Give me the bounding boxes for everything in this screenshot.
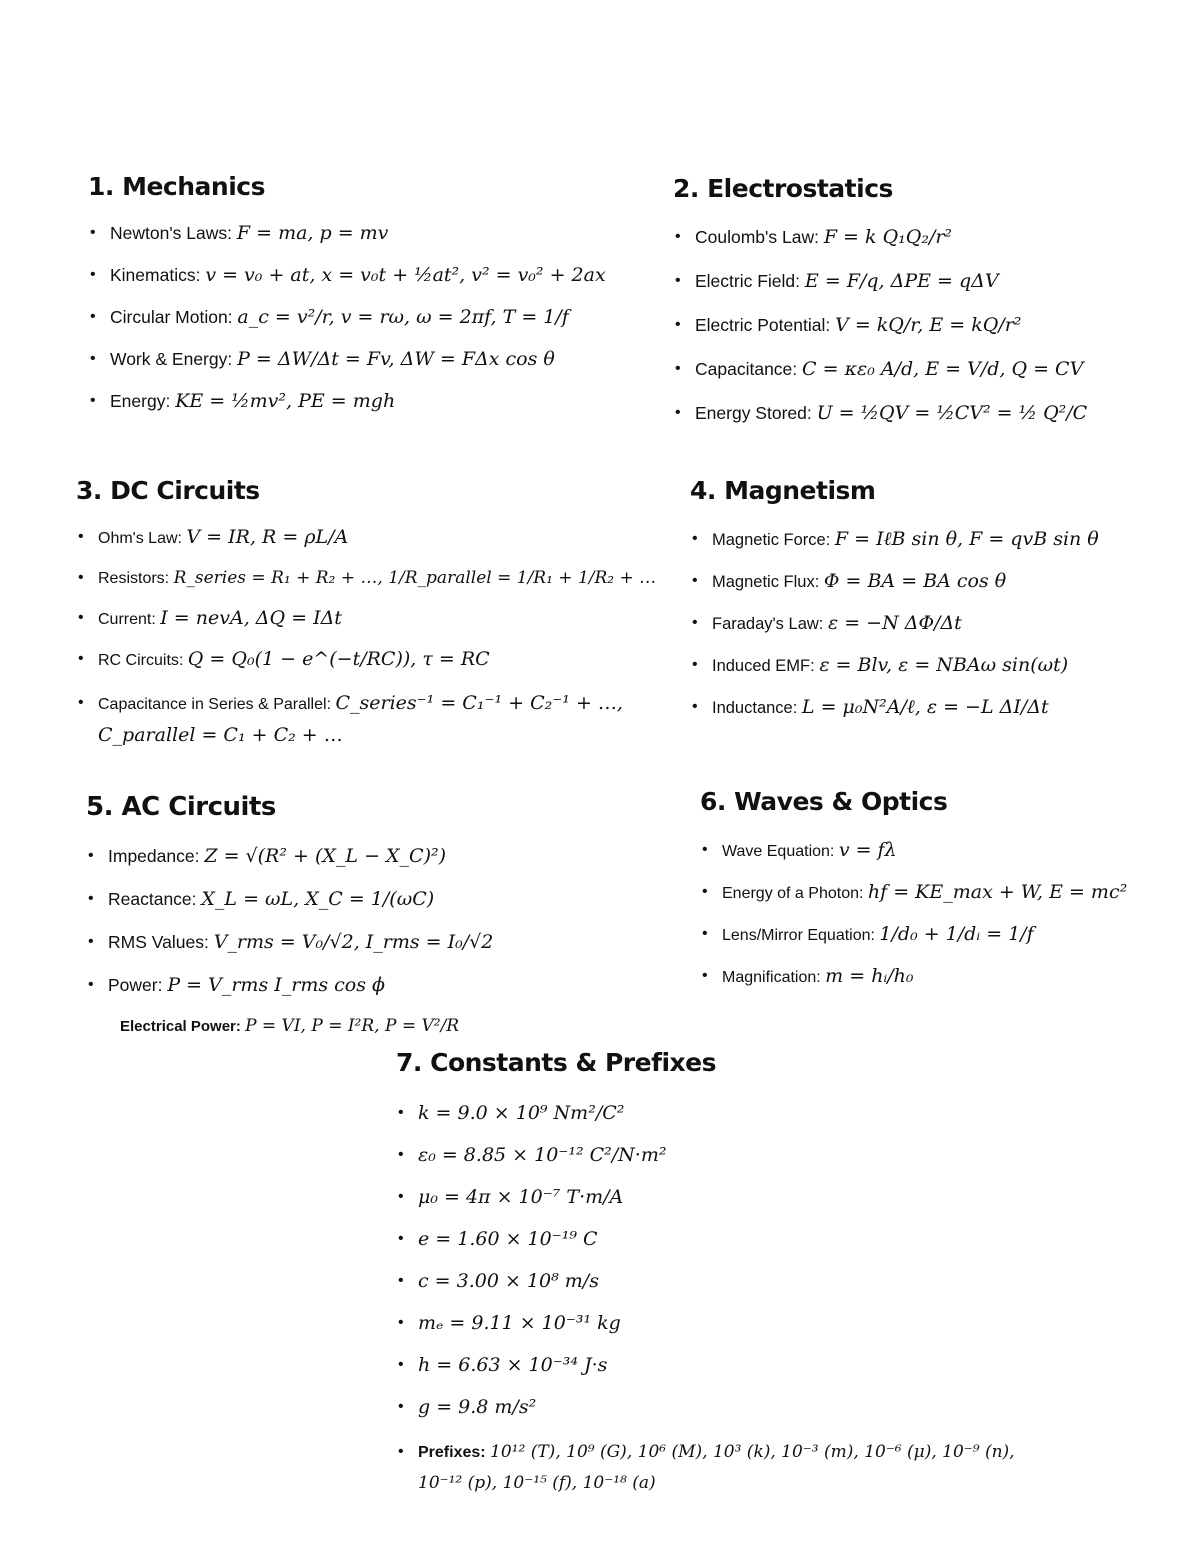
formula: hf = KE_max + W, E = mc² (867, 881, 1128, 903)
formula: mₑ = 9.11 × 10⁻³¹ kg (418, 1312, 621, 1334)
formula-label: Impedance: (108, 846, 200, 866)
section-constants-prefixes (396, 1048, 1036, 1499)
formula-item (690, 695, 1185, 720)
formula-label: Energy Stored: (695, 403, 812, 423)
section-magnetism (690, 476, 1185, 720)
formula-item (690, 569, 1185, 594)
formula-label: Energy of a Photon: (722, 885, 864, 902)
formula-label: Faraday's Law: (712, 615, 824, 633)
section-title: 3. DC Circuits (76, 476, 260, 505)
formula: ε = Blv, ε = NBAω sin(ωt) (819, 654, 1069, 676)
formula-label: RC Circuits: (98, 652, 184, 669)
section-title: 4. Magnetism (690, 476, 876, 505)
constant-item (396, 1185, 1036, 1211)
formula-item (86, 930, 686, 954)
formula: k = 9.0 × 10⁹ Nm²/C² (418, 1102, 625, 1124)
formula-item (76, 525, 681, 551)
formula: c = 3.00 × 10⁸ m/s (418, 1270, 599, 1292)
formula-list (88, 221, 658, 413)
formula: a_c = v²/r, v = rω, ω = 2πf, T = 1/f (237, 306, 569, 328)
formula-label: Magnification: (722, 969, 821, 986)
formula-label: Magnetic Force: (712, 531, 831, 549)
formula: v = fλ (838, 839, 897, 861)
formula: E = F/q, ΔPE = qΔV (804, 270, 999, 292)
formula: P = ΔW/Δt = Fv, ΔW = FΔx cos θ (237, 348, 555, 370)
formula-label: Power: (108, 975, 163, 995)
formula-label: Magnetic Flux: (712, 573, 820, 591)
formula-item (88, 347, 658, 371)
formula-item (700, 922, 1190, 948)
formula-item (700, 964, 1190, 990)
formula-item (673, 357, 1183, 381)
formula-item (690, 653, 1185, 678)
note-label: Electrical Power: (120, 1018, 241, 1035)
section-mechanics (88, 172, 658, 413)
formula-label: Resistors: (98, 570, 170, 587)
formula: Φ = BA = BA cos θ (823, 570, 1007, 592)
formula-label: Induced EMF: (712, 657, 815, 675)
formula-item (76, 647, 681, 673)
formula: R_series = R₁ + R₂ + …, 1/R_parallel = 1/R₁ + 1/R₂ + … (173, 568, 657, 588)
constant-item (396, 1269, 1036, 1295)
formula-label: Circular Motion: (110, 307, 233, 327)
formula: C_series⁻¹ = C₁⁻¹ + C₂⁻¹ + …, C_parallel = C₁ + C₂ + … (98, 692, 623, 746)
formula-item (86, 973, 686, 997)
formula: P = V_rms I_rms cos ϕ (167, 974, 385, 996)
formula-item (86, 887, 686, 911)
formula-item (76, 566, 681, 591)
formula-item (690, 611, 1185, 636)
formula: v = v₀ + at, x = v₀t + ½at², v² = v₀² + 2ax (205, 264, 606, 286)
formula-label: Kinematics: (110, 265, 201, 285)
formula-list (76, 525, 681, 752)
formula-item (88, 221, 658, 245)
formula-label: Electric Field: (695, 271, 801, 291)
formula-label: Capacitance in Series & Parallel: (98, 696, 332, 713)
formula-list (673, 225, 1183, 425)
section-dc-circuits (76, 476, 681, 752)
section-title: 5. AC Circuits (86, 792, 276, 822)
formula: V = IR, R = ρL/A (186, 526, 349, 548)
formula-item (88, 389, 658, 413)
formula-label: Current: (98, 611, 156, 628)
constant-item (396, 1143, 1036, 1169)
section-title: 7. Constants & Prefixes (396, 1048, 716, 1077)
formula-label: Work & Energy: (110, 349, 233, 369)
formula-list (700, 838, 1190, 990)
formula: I = nevA, ΔQ = IΔt (160, 607, 342, 629)
formula-item (673, 225, 1183, 249)
formula-item (673, 313, 1183, 337)
constant-item (396, 1395, 1036, 1421)
formula: 1/d₀ + 1/dᵢ = 1/f (879, 923, 1034, 945)
formula-list (690, 527, 1185, 720)
formula: V = kQ/r, E = kQ/r² (835, 314, 1022, 336)
formula-item (86, 844, 686, 868)
formula: Q = Q₀(1 − e^(−t/RC)), τ = RC (187, 648, 490, 670)
formula-label: Reactance: (108, 889, 197, 909)
formula: F = k Q₁Q₂/r² (823, 226, 953, 248)
formula: ε₀ = 8.85 × 10⁻¹² C²/N·m² (418, 1144, 667, 1166)
formula: μ₀ = 4π × 10⁻⁷ T·m/A (418, 1186, 624, 1208)
formula-label: Coulomb's Law: (695, 227, 819, 247)
note-formula: P = VI, P = I²R, P = V²/R (245, 1016, 460, 1036)
constant-item (396, 1101, 1036, 1127)
formula-list (86, 844, 686, 997)
formula-label: RMS Values: (108, 932, 209, 952)
formula: h = 6.63 × 10⁻³⁴ J·s (418, 1354, 608, 1376)
formula: X_L = ωL, X_C = 1/(ωC) (201, 888, 435, 910)
formula-label: Ohm's Law: (98, 530, 182, 547)
formula-item (700, 838, 1190, 864)
formula-item (88, 305, 658, 329)
formula-label: Electric Potential: (695, 315, 831, 335)
electrical-power-note (120, 1016, 640, 1036)
formula-item (673, 269, 1183, 293)
formula: C = κε₀ A/d, E = V/d, Q = CV (802, 358, 1084, 380)
formula: Z = √(R² + (X_L − X_C)²) (204, 845, 447, 867)
formula-item (88, 263, 658, 287)
formula-item (76, 606, 681, 632)
section-title: 1. Mechanics (88, 172, 265, 201)
formula-item (700, 880, 1190, 906)
formula-label: Energy: (110, 391, 171, 411)
prefixes-item (396, 1437, 1036, 1499)
formula-label: Capacitance: (695, 359, 798, 379)
formula-item (673, 401, 1183, 425)
formula-label: Wave Equation: (722, 843, 835, 860)
section-electrostatics (673, 174, 1183, 425)
formula: V_rms = V₀/√2, I_rms = I₀/√2 (213, 931, 494, 953)
section-waves-optics (700, 787, 1190, 990)
constant-item (396, 1353, 1036, 1379)
formula: e = 1.60 × 10⁻¹⁹ C (418, 1228, 598, 1250)
formula-label: Prefixes: (418, 1444, 486, 1461)
section-title: 2. Electrostatics (673, 174, 893, 203)
section-ac-circuits (86, 792, 686, 997)
formula-label: Lens/Mirror Equation: (722, 927, 875, 944)
formula-label: Newton's Laws: (110, 223, 233, 243)
formula: F = ma, p = mv (236, 222, 389, 244)
formula: g = 9.8 m/s² (418, 1396, 537, 1418)
formula: U = ½QV = ½CV² = ½ Q²/C (816, 402, 1088, 424)
section-title: 6. Waves & Optics (700, 787, 948, 816)
constant-item (396, 1227, 1036, 1253)
formula-item (76, 688, 681, 752)
constant-item (396, 1311, 1036, 1337)
formula: F = IℓB sin θ, F = qvB sin θ (834, 528, 1099, 550)
formula-item (690, 527, 1185, 552)
formula: L = μ₀N²A/ℓ, ε = −L ΔI/Δt (801, 696, 1049, 718)
formula: ε = −N ΔΦ/Δt (827, 612, 962, 634)
formula: 10¹² (T), 10⁹ (G), 10⁶ (M), 10³ (k), 10⁻³ (m), 10⁻⁶ (μ), 10⁻⁹ (n), 10⁻¹² (p), 10⁻¹⁵ (f), 10⁻¹⁸ (a) (418, 1442, 1015, 1493)
formula: m = hᵢ/h₀ (825, 965, 914, 987)
formula: KE = ½mv², PE = mgh (175, 390, 396, 412)
formula-list (396, 1101, 1036, 1499)
formula-label: Inductance: (712, 699, 798, 717)
